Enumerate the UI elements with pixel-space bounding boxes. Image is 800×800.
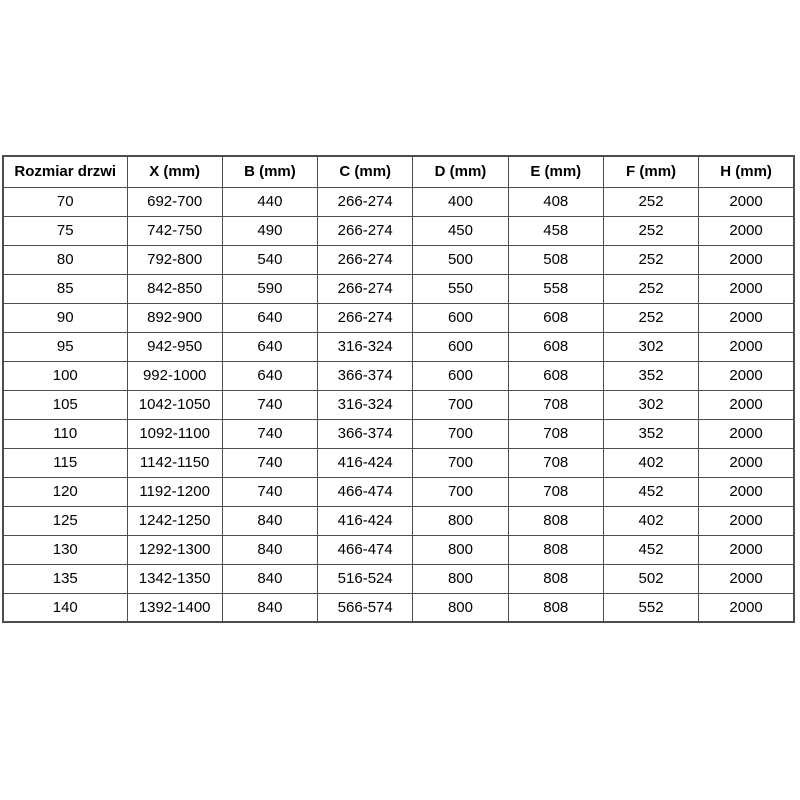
table-cell: 302	[603, 332, 698, 361]
table-cell: 1092-1100	[127, 419, 222, 448]
table-cell: 1042-1050	[127, 390, 222, 419]
table-cell: 502	[603, 564, 698, 593]
table-row	[3, 593, 794, 622]
table-cell: 942-950	[127, 332, 222, 361]
table-cell: 466-474	[318, 535, 413, 564]
table-cell: 708	[508, 390, 603, 419]
table-cell: 1292-1300	[127, 535, 222, 564]
table-cell: 135	[3, 564, 127, 593]
table-cell: 452	[603, 477, 698, 506]
table-cell: 400	[413, 187, 508, 216]
table-cell: 800	[413, 535, 508, 564]
table-cell: 516-524	[318, 564, 413, 593]
table-cell: 95	[3, 332, 127, 361]
table-cell: 842-850	[127, 274, 222, 303]
table-cell: 2000	[699, 303, 794, 332]
table-cell: 1242-1250	[127, 506, 222, 535]
table-cell: 1142-1150	[127, 448, 222, 477]
table-row	[3, 361, 794, 390]
table-cell: 800	[413, 593, 508, 622]
table-cell: 252	[603, 274, 698, 303]
header-cell: D (mm)	[413, 156, 508, 187]
table-cell: 792-800	[127, 245, 222, 274]
table-cell: 352	[603, 419, 698, 448]
table-body	[3, 187, 794, 622]
header-cell: C (mm)	[318, 156, 413, 187]
table-cell: 366-374	[318, 361, 413, 390]
table-cell: 402	[603, 506, 698, 535]
header-cell: B (mm)	[222, 156, 317, 187]
table-cell: 105	[3, 390, 127, 419]
table-cell: 600	[413, 332, 508, 361]
table-cell: 2000	[699, 332, 794, 361]
table-cell: 808	[508, 593, 603, 622]
table-cell: 302	[603, 390, 698, 419]
table-cell: 75	[3, 216, 127, 245]
table-cell: 1192-1200	[127, 477, 222, 506]
table-cell: 2000	[699, 245, 794, 274]
table-cell: 552	[603, 593, 698, 622]
table-cell: 266-274	[318, 303, 413, 332]
table-cell: 2000	[699, 506, 794, 535]
table-cell: 700	[413, 419, 508, 448]
table-row	[3, 477, 794, 506]
table-cell: 840	[222, 506, 317, 535]
table-cell: 640	[222, 332, 317, 361]
table-cell: 640	[222, 303, 317, 332]
table-cell: 540	[222, 245, 317, 274]
table-cell: 708	[508, 448, 603, 477]
table-cell: 252	[603, 245, 698, 274]
table-cell: 1342-1350	[127, 564, 222, 593]
table-row	[3, 274, 794, 303]
table-cell: 120	[3, 477, 127, 506]
table-cell: 2000	[699, 187, 794, 216]
table-cell: 266-274	[318, 245, 413, 274]
table-cell: 440	[222, 187, 317, 216]
header-cell: X (mm)	[127, 156, 222, 187]
table-row	[3, 187, 794, 216]
table-cell: 800	[413, 564, 508, 593]
table-cell: 992-1000	[127, 361, 222, 390]
table-cell: 2000	[699, 419, 794, 448]
table-cell: 2000	[699, 593, 794, 622]
table-cell: 90	[3, 303, 127, 332]
table-cell: 266-274	[318, 187, 413, 216]
table-cell: 100	[3, 361, 127, 390]
table-row	[3, 390, 794, 419]
table-cell: 2000	[699, 361, 794, 390]
table-cell: 2000	[699, 448, 794, 477]
table-cell: 708	[508, 477, 603, 506]
table-cell: 808	[508, 564, 603, 593]
table-row	[3, 564, 794, 593]
table-cell: 416-424	[318, 506, 413, 535]
table-cell: 550	[413, 274, 508, 303]
table-row	[3, 506, 794, 535]
table-cell: 316-324	[318, 332, 413, 361]
table-cell: 508	[508, 245, 603, 274]
table-cell: 708	[508, 419, 603, 448]
table-cell: 740	[222, 419, 317, 448]
table-cell: 566-574	[318, 593, 413, 622]
table-cell: 266-274	[318, 216, 413, 245]
table-row	[3, 419, 794, 448]
table-cell: 2000	[699, 535, 794, 564]
table-row	[3, 535, 794, 564]
table-cell: 466-474	[318, 477, 413, 506]
header-cell: F (mm)	[603, 156, 698, 187]
table-cell: 402	[603, 448, 698, 477]
table-cell: 2000	[699, 390, 794, 419]
table-cell: 840	[222, 593, 317, 622]
table-cell: 316-324	[318, 390, 413, 419]
table-row	[3, 448, 794, 477]
table-cell: 252	[603, 303, 698, 332]
table-cell: 416-424	[318, 448, 413, 477]
table-row	[3, 332, 794, 361]
table-cell: 608	[508, 303, 603, 332]
table-row	[3, 216, 794, 245]
table-cell: 740	[222, 477, 317, 506]
table-cell: 140	[3, 593, 127, 622]
table-cell: 608	[508, 361, 603, 390]
table-cell: 840	[222, 564, 317, 593]
table-cell: 70	[3, 187, 127, 216]
table-cell: 458	[508, 216, 603, 245]
table-cell: 2000	[699, 477, 794, 506]
table-cell: 85	[3, 274, 127, 303]
table-cell: 892-900	[127, 303, 222, 332]
table-cell: 450	[413, 216, 508, 245]
table-cell: 2000	[699, 274, 794, 303]
table-cell: 366-374	[318, 419, 413, 448]
table-cell: 558	[508, 274, 603, 303]
header-row	[3, 156, 794, 187]
table-cell: 700	[413, 390, 508, 419]
door-size-table	[2, 155, 795, 623]
table-cell: 608	[508, 332, 603, 361]
table-cell: 125	[3, 506, 127, 535]
table-cell: 808	[508, 535, 603, 564]
table-cell: 600	[413, 361, 508, 390]
table-cell: 640	[222, 361, 317, 390]
table-cell: 1392-1400	[127, 593, 222, 622]
table-row	[3, 303, 794, 332]
table-cell: 452	[603, 535, 698, 564]
table-cell: 740	[222, 390, 317, 419]
table-cell: 115	[3, 448, 127, 477]
table-cell: 80	[3, 245, 127, 274]
table-cell: 692-700	[127, 187, 222, 216]
table-cell: 700	[413, 477, 508, 506]
header-cell: H (mm)	[699, 156, 794, 187]
table-cell: 130	[3, 535, 127, 564]
table-cell: 252	[603, 216, 698, 245]
table-cell: 2000	[699, 564, 794, 593]
table-cell: 800	[413, 506, 508, 535]
table-cell: 408	[508, 187, 603, 216]
table-cell: 840	[222, 535, 317, 564]
table-cell: 500	[413, 245, 508, 274]
table-cell: 700	[413, 448, 508, 477]
table-cell: 352	[603, 361, 698, 390]
table-cell: 808	[508, 506, 603, 535]
table-cell: 590	[222, 274, 317, 303]
table-cell: 490	[222, 216, 317, 245]
table-cell: 266-274	[318, 274, 413, 303]
table-row	[3, 245, 794, 274]
table-cell: 740	[222, 448, 317, 477]
table-cell: 252	[603, 187, 698, 216]
table-cell: 600	[413, 303, 508, 332]
table-cell: 742-750	[127, 216, 222, 245]
table-cell: 110	[3, 419, 127, 448]
header-cell: Rozmiar drzwi	[3, 156, 127, 187]
header-cell: E (mm)	[508, 156, 603, 187]
table-cell: 2000	[699, 216, 794, 245]
